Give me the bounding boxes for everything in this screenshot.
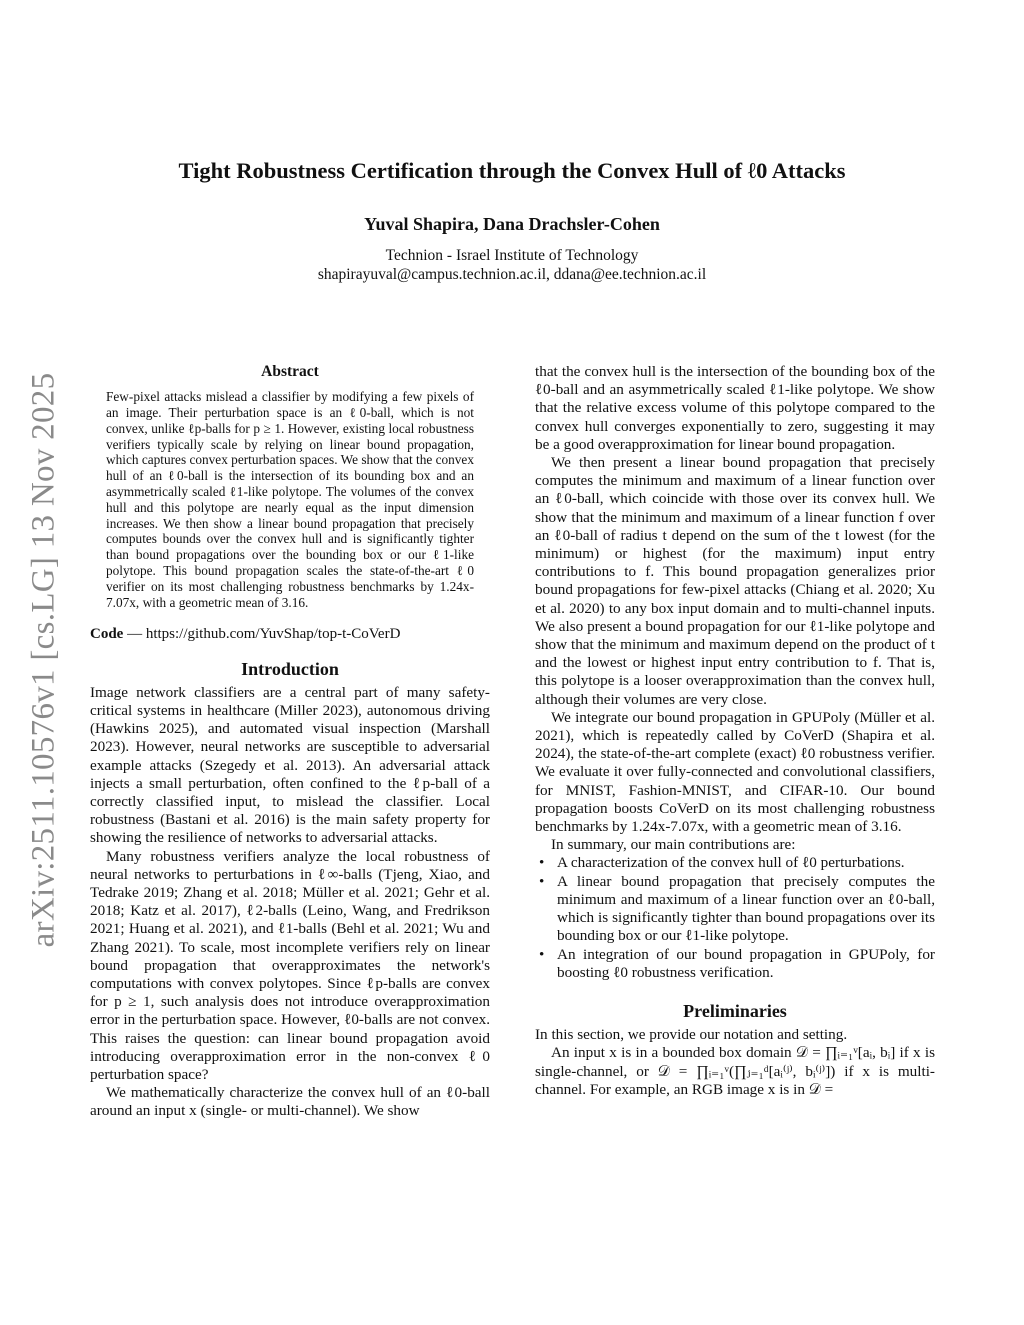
- right-column: [535, 363, 935, 1099]
- arxiv-identifier: arXiv:2511.10576v1 [cs.LG] 13 Nov 2025: [25, 372, 62, 948]
- intro-paragraph: Image network classifiers are a central part of many safety-critical systems in healthcare (Miller 2023), autonomous driving (Hawkins 2025), and automated visual inspection (Marshall 2023). However, neural networks are susceptible to adversarial example attacks (Szegedy et al. 2013). An adversarial attack injects a small perturbation, often confined to the ℓp-ball of a correctly classified input, to mislead the classifier. Local robustness (Bastani et al. 2016) is the main safety property for showing the resilience of networks to adversarial attacks.: [90, 683, 490, 847]
- contributions-list: [535, 854, 935, 981]
- intro-paragraph: We then present a linear bound propagation that precisely computes the minimum and maximum of a linear function over an ℓ0-ball, which coincide with those over its convex hull. We show that the minimum and maximum of a linear function f over an ℓ0-ball of radius t depend on the sum of the t lowest (for the minimum) or highest (for the maximum) input entry contributions to f. This bound propagation generalizes prior bound propagations for few-pixel attacks (Chiang et al. 2020; Xu et al. 2020) to any box input domain and to multi-channel inputs. We also present a bound propagation for our ℓ1-like polytope and show that the minimum and maximum depend on the product of t and the lowest or highest input entry contribution to f. That is, this polytope is a looser overapproximation than the convex hull, although their volumes are very close.: [535, 454, 935, 708]
- intro-paragraph: We mathematically characterize the convex hull of an ℓ0-ball around an input x (single- or multi-channel). We show: [90, 1084, 490, 1120]
- paper-title: Tight Robustness Certification through the Convex Hull of ℓ0 Attacks: [178, 158, 846, 183]
- abstract-heading: Abstract: [261, 363, 319, 380]
- intro-paragraph-continued: that the convex hull is the intersection of the bounding box of the ℓ0-ball and an asymmetrically scaled ℓ1-like polytope. We show that the relative excess volume of this polytope compared to the convex hull converges exponentially to zero, suggesting it may be a good overapproximation for linear bound propagation.: [535, 363, 935, 453]
- code-label: Code: [90, 626, 124, 643]
- code-separator: —: [123, 626, 146, 643]
- code-url[interactable]: https://github.com/YuvShap/top-t-CoVerD: [145, 626, 401, 643]
- paper-authors: Yuval Shapira, Dana Drachsler-Cohen: [364, 214, 660, 234]
- author-affiliation-block: [0, 246, 1024, 284]
- contributions-lead: In summary, our main contributions are:: [551, 836, 796, 854]
- intro-paragraph: Many robustness verifiers analyze the local robustness of neural networks to perturbations in ℓ∞-balls (Tjeng, Xiao, and Tedrake 2019; Zhang et al. 2018; Müller et al. 2021; Gehr et al. 2018; Katz et al. 2017), ℓ2-balls (Leino, Wang, and Fredrikson 2021; Huang et al. 2021), and ℓ1-balls (Behl et al. 2021; Wu and Zhang 2021). To scale, most incomplete verifiers rely on linear bound propagation that overapproximates the network's computations with convex polytopes. Since ℓp-balls are convex for p ≥ 1, such analysis does not introduce overapproximation error in the perturbation space. However, ℓ0-balls are not convex. This raises the question: can linear bound propagation avoid introducing overapproximation error in the non-convex ℓ0 perturbation space?: [90, 847, 490, 1084]
- abstract-text: Few-pixel attacks mislead a classifier by modifying a few pixels of an image. Their perturbation space is an ℓ0-ball, which is not convex, unlike ℓp-balls for p ≥ 1. However, existing local robustness verifiers typically scale by relying on linear bound propagation, which captures convex perturbation spaces. We show that the convex hull of an ℓ0-ball is the intersection of its bounding box and an asymmetrically scaled ℓ1-like polytope. The volumes of the convex hull and this polytope are nearly equal as the input dimension increases. We then show a linear bound propagation that precisely computes bounds over the convex hull and is significantly tighter than bound propagations over the bounding box or our ℓ1-like polytope. This bound propagation scales the state-of-the-art ℓ0 verifier on its most challenging robustness benchmarks by 1.24x-7.07x, with a geometric mean of 3.16.: [106, 389, 474, 610]
- code-link-line: [90, 625, 490, 643]
- left-column: [90, 363, 490, 1121]
- affiliation: Technion - Israel Institute of Technology: [385, 247, 639, 264]
- introduction-heading: Introduction: [241, 658, 339, 679]
- author-emails: shapirayuval@campus.technion.ac.il, ddana@ee.technion.ac.il: [317, 266, 707, 283]
- preliminaries-paragraph: An input x is in a bounded box domain 𝒟 = ∏ᵢ₌₁ᵛ[aᵢ, bᵢ] if x is single-channel, or 𝒟 = ∏ᵢ₌₁ᵛ(∏ⱼ₌₁ᵈ[aᵢ⁽ʲ⁾, bᵢ⁽ʲ⁾]) if x is multi-channel. For example, an RGB image x is in 𝒟 =: [535, 1044, 935, 1098]
- preliminaries-paragraph: In this section, we provide our notation and setting.: [535, 1026, 848, 1044]
- contribution-item: • A linear bound propagation that precisely computes the minimum and maximum of a linear function over an ℓ0-ball, which is significantly tighter than bound propagations over its bounding box or our ℓ1-like polytope.: [555, 873, 935, 946]
- preliminaries-heading: Preliminaries: [683, 1000, 787, 1021]
- intro-paragraph: We integrate our bound propagation in GPUPoly (Müller et al. 2021), which is repeatedly called by CoVerD (Shapira et al. 2024), the state-of-the-art complete (exact) ℓ0 robustness verifier. We evaluate it over fully-connected and convolutional classifiers, for MNIST, Fashion-MNIST, and CIFAR-10. Our bound propagation boosts CoVerD on its most challenging robustness benchmarks by 1.24x-7.07x, with a geometric mean of 3.16.: [535, 708, 935, 836]
- contribution-item: • A characterization of the convex hull of ℓ0 perturbations.: [555, 854, 935, 872]
- contribution-item: • An integration of our bound propagation in GPUPoly, for boosting ℓ0 robustness verification.: [555, 946, 935, 982]
